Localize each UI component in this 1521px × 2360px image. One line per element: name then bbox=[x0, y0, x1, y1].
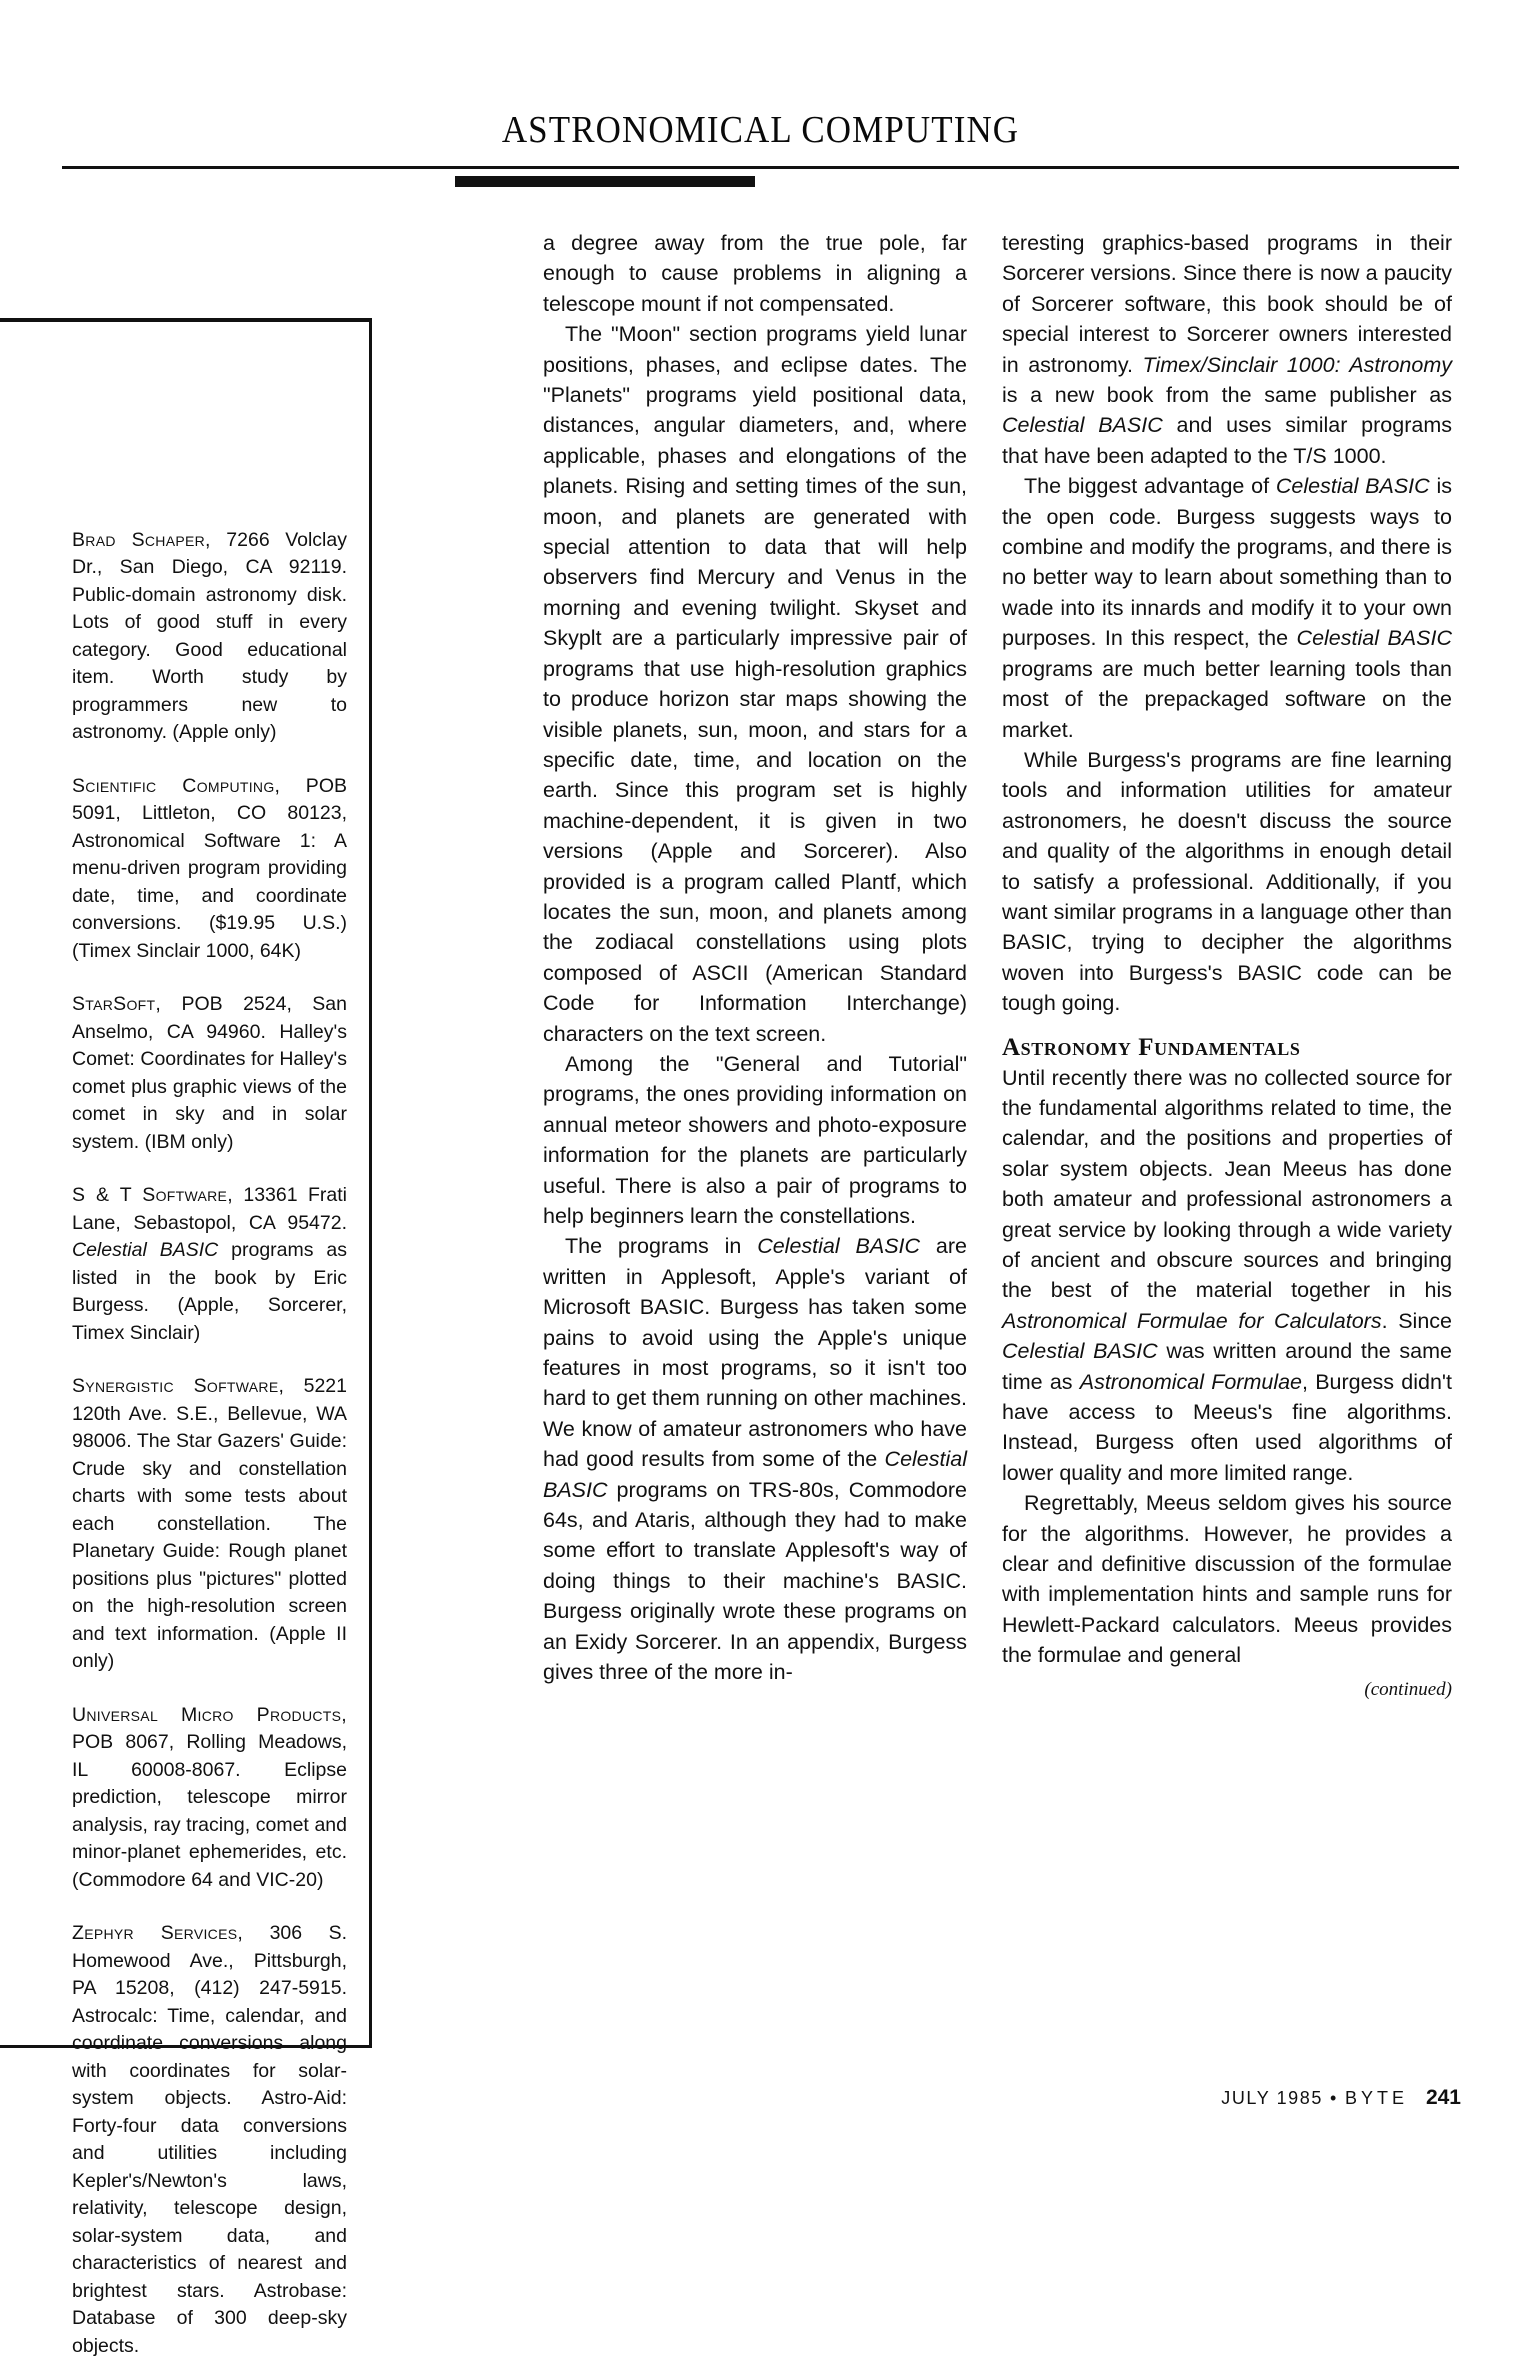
text-run: is the open code. Burgess suggests ways to combine and modify the programs, and there is no better way to learn about something than to wade into its innards and modify it to your own purposes. In this respect, the bbox=[1002, 474, 1452, 651]
vendor-name: Zephyr Services, bbox=[72, 1922, 244, 1944]
vendor-description-cont: programs as listed in the book by Eric Burgess. (Apple, Sorcerer, Timex Sinclair) bbox=[72, 1239, 347, 1344]
vendor-description: POB 5091, Littleton, CO 80123, Astronomical Software 1: A menu-driven program providing date, time, and coordinate conversions. ($19.95 U.S.) (Timex Sinclair 1000, 64K) bbox=[72, 774, 347, 962]
body-column-right bbox=[1002, 228, 1452, 1705]
text-run: , Burgess didn't have access to Meeus's fine algorithms. Instead, Burgess often used algorithms of lower quality and more limited range. bbox=[1002, 1369, 1452, 1485]
text-run: programs on TRS-80s, Commodore 64s, and Ataris, although they had to make some effort to translate Applesoft's way of doing things to their machine's BASIC. Burgess originally wrote these programs on an Exidy Sorcerer. In an appendix, Burgess gives three of the more in- bbox=[543, 1477, 967, 1685]
vendor-listing-item bbox=[72, 527, 347, 747]
body-paragraph bbox=[543, 1049, 967, 1231]
vendor-description: 306 S. Homewood Ave., Pittsburgh, PA 15208, (412) 247-5915. Astrocalc: Time, calendar, and coordinate conversions along with coordinates for solar-system objects. Astro-Aid: Forty-four data conversions and utilities including Kepler's/Newton's laws, relativity, telescope design, solar-system data, and characteristics of nearest and brightest stars. Astrobase: Database of 300 deep-sky objects. bbox=[72, 1922, 348, 2357]
text-run: a degree away from the true pole, far enough to cause problems in aligning a telescope mount if not compensated. bbox=[543, 231, 967, 316]
vendor-listing-item bbox=[72, 991, 347, 1156]
title-italic: Celestial BASIC bbox=[1002, 413, 1163, 438]
vendor-description: POB 2524, San Anselmo, CA 94960. Halley's Comet: Coordinates for Halley's comet plus graphic views of the comet in sky and in solar system. (IBM only) bbox=[72, 993, 347, 1153]
page-content bbox=[0, 200, 1521, 2357]
footer-separator-dot: • bbox=[1330, 2088, 1338, 2108]
book-title-italic: Celestial BASIC bbox=[72, 1239, 219, 1261]
body-paragraph bbox=[543, 1231, 967, 1687]
vendor-listing-sidebar bbox=[0, 318, 372, 2357]
vendor-listing-item bbox=[72, 773, 347, 966]
text-run: The biggest advantage of bbox=[1024, 474, 1276, 499]
text-run: was written around the same time as bbox=[1002, 1339, 1452, 1394]
body-paragraph bbox=[1002, 1063, 1452, 1489]
body-paragraph bbox=[543, 319, 967, 1049]
title-italic: Celestial BASIC bbox=[1275, 474, 1430, 499]
vendor-name: S & T Software, bbox=[72, 1184, 233, 1206]
text-run: Among the "General and Tutorial" programs, the ones providing information on annual meteor showers and photo-exposure information for the planets are particularly useful. There is also a pair of programs to help beginners learn the constellations. bbox=[543, 1051, 967, 1228]
body-column-middle bbox=[543, 228, 967, 1688]
vendor-name: Brad Schaper, bbox=[72, 528, 211, 551]
vendor-listing-item bbox=[72, 1182, 347, 1347]
vendor-name: Universal Micro Products, bbox=[72, 1703, 347, 1726]
body-paragraph bbox=[1002, 228, 1452, 471]
vendor-listing-container bbox=[72, 507, 347, 2360]
vendor-name: Synergistic Software, bbox=[72, 1375, 285, 1397]
title-italic: Celestial BASIC bbox=[1002, 1339, 1158, 1364]
body-paragraph bbox=[1002, 1488, 1452, 1670]
vendor-listing-item bbox=[72, 1702, 347, 1895]
text-run: The programs in bbox=[565, 1234, 758, 1259]
vendor-description: 5221 120th Ave. S.E., Bellevue, WA 98006. The Star Gazers' Guide: Crude sky and constellation charts with some tests about each constellation. The Planetary Guide: Rough planet positions plus "pictures" plotted on the high-resolution screen and text information. (Apple II only) bbox=[72, 1375, 347, 1672]
footer-page-number: 241 bbox=[1425, 2086, 1461, 2109]
vendor-description: POB 8067, Rolling Meadows, IL 60008-8067. Eclipse prediction, telescope mirror analysis, ray tracing, comet and minor-planet ephemerides, etc. (Commodore 64 and VIC-20) bbox=[72, 1731, 347, 1891]
title-italic: Timex/Sinclair 1000: Astronomy bbox=[1142, 352, 1453, 377]
continued-label: (continued) bbox=[1364, 1678, 1452, 1700]
body-paragraph bbox=[543, 228, 967, 319]
title-italic: Astronomical Formulae bbox=[1079, 1369, 1303, 1394]
vendor-listing-item bbox=[72, 1373, 347, 1676]
text-run: Until recently there was no collected source for the fundamental algorithms related to time, the calendar, and the positions and properties of solar system objects. Jean Meeus has done both amateur and professional astronomers a great service by looking through a wide variety of ancient and obscure sources and bringing the best of the material together in his bbox=[1002, 1065, 1452, 1303]
body-paragraph bbox=[1002, 745, 1452, 1019]
title-italic: Astronomical Formulae for Calculators bbox=[1002, 1308, 1382, 1333]
vendor-name: Scientific Computing, bbox=[72, 774, 281, 797]
text-run: and uses similar programs that have been adapted to the T/S 1000. bbox=[1002, 413, 1452, 468]
title-italic: Celestial BASIC bbox=[757, 1234, 921, 1259]
text-run: While Burgess's programs are fine learning tools and information utilities for amateur astronomers, he doesn't discuss the source and quality of the algorithms in enough detail to satisfy a professional. Additionally, if you want similar programs in a language other than BASIC, trying to decipher the algorithms woven into Burgess's BASIC code can be tough going. bbox=[1002, 747, 1452, 1016]
text-run: are written in Applesoft, Apple's variant of Microsoft BASIC. Burgess has taken some pains to avoid using the Apple's unique features in most programs, so it isn't too hard to get them running on other machines. We know of amateur astronomers who have had good results from some of the bbox=[543, 1234, 967, 1472]
vendor-name: StarSoft, bbox=[72, 993, 162, 1015]
page-header bbox=[0, 0, 1521, 200]
header-accent-bar bbox=[455, 176, 755, 187]
vendor-description: 7266 Volclay Dr., San Diego, CA 92119. Public-domain astronomy disk. Lots of good stuff in every category. Good educational item. Worth study by programmers new to astronomy. (Apple only) bbox=[72, 528, 347, 743]
footer-brand-name: BYTE bbox=[1344, 2088, 1408, 2108]
footer-issue-date: JULY 1985 bbox=[1221, 2088, 1324, 2108]
section-heading: Astronomy Fundamentals bbox=[1002, 1033, 1301, 1061]
title-italic: Celestial BASIC bbox=[543, 1447, 967, 1502]
text-run: . Since bbox=[1381, 1308, 1452, 1333]
text-run: teresting graphics-based programs in their Sorcerer versions. Since there is now a paucity of Sorcerer software, this book should be of special interest to Sorcerer owners interested in astronomy. bbox=[1002, 231, 1452, 377]
page-footer bbox=[0, 2086, 1521, 2110]
page-title: ASTRONOMICAL COMPUTING bbox=[501, 109, 1020, 151]
text-run: programs are much better learning tools than most of the prepackaged software on the market. bbox=[1002, 656, 1452, 742]
title-italic: Celestial BASIC bbox=[1296, 626, 1452, 651]
text-run: is a new book from the same publisher as bbox=[1002, 383, 1452, 408]
body-paragraph bbox=[1002, 471, 1452, 745]
vendor-description: 13361 Frati Lane, Sebastopol, CA 95472. bbox=[72, 1184, 348, 1234]
header-divider-rule bbox=[62, 166, 1459, 169]
vendor-listing-item bbox=[72, 1920, 347, 2360]
text-run: Regrettably, Meeus seldom gives his source for the algorithms. However, he provides a clear and definitive discussion of the formulae with implementation hints and sample runs for Hewlett-Packard calculators. Meeus provides the formulae and general bbox=[1002, 1491, 1452, 1668]
text-run: The "Moon" section programs yield lunar positions, phases, and eclipse dates. The "Planets" programs yield positional data, distances, angular diameters, and, where applicable, phases and elongations of the planets. Rising and setting times of the sun, moon, and planets are generated with special attention to data that will help observers find Mercury and Venus in the morning and evening twilight. Skyset and Skyplt are a particularly impressive pair of programs that use high-resolution graphics to produce horizon star maps showing the visible planets, sun, moon, and stars for a specific date, time, and location on the earth. Since this program set is highly machine-dependent, it is given in two versions (Apple and Sorcerer). Also provided is a program called Plantf, which locates the sun, moon, and planets among the zodiacal constellations using plots composed of ASCII (American Standard Code for Information Interchange) characters on the text screen. bbox=[543, 322, 967, 1046]
